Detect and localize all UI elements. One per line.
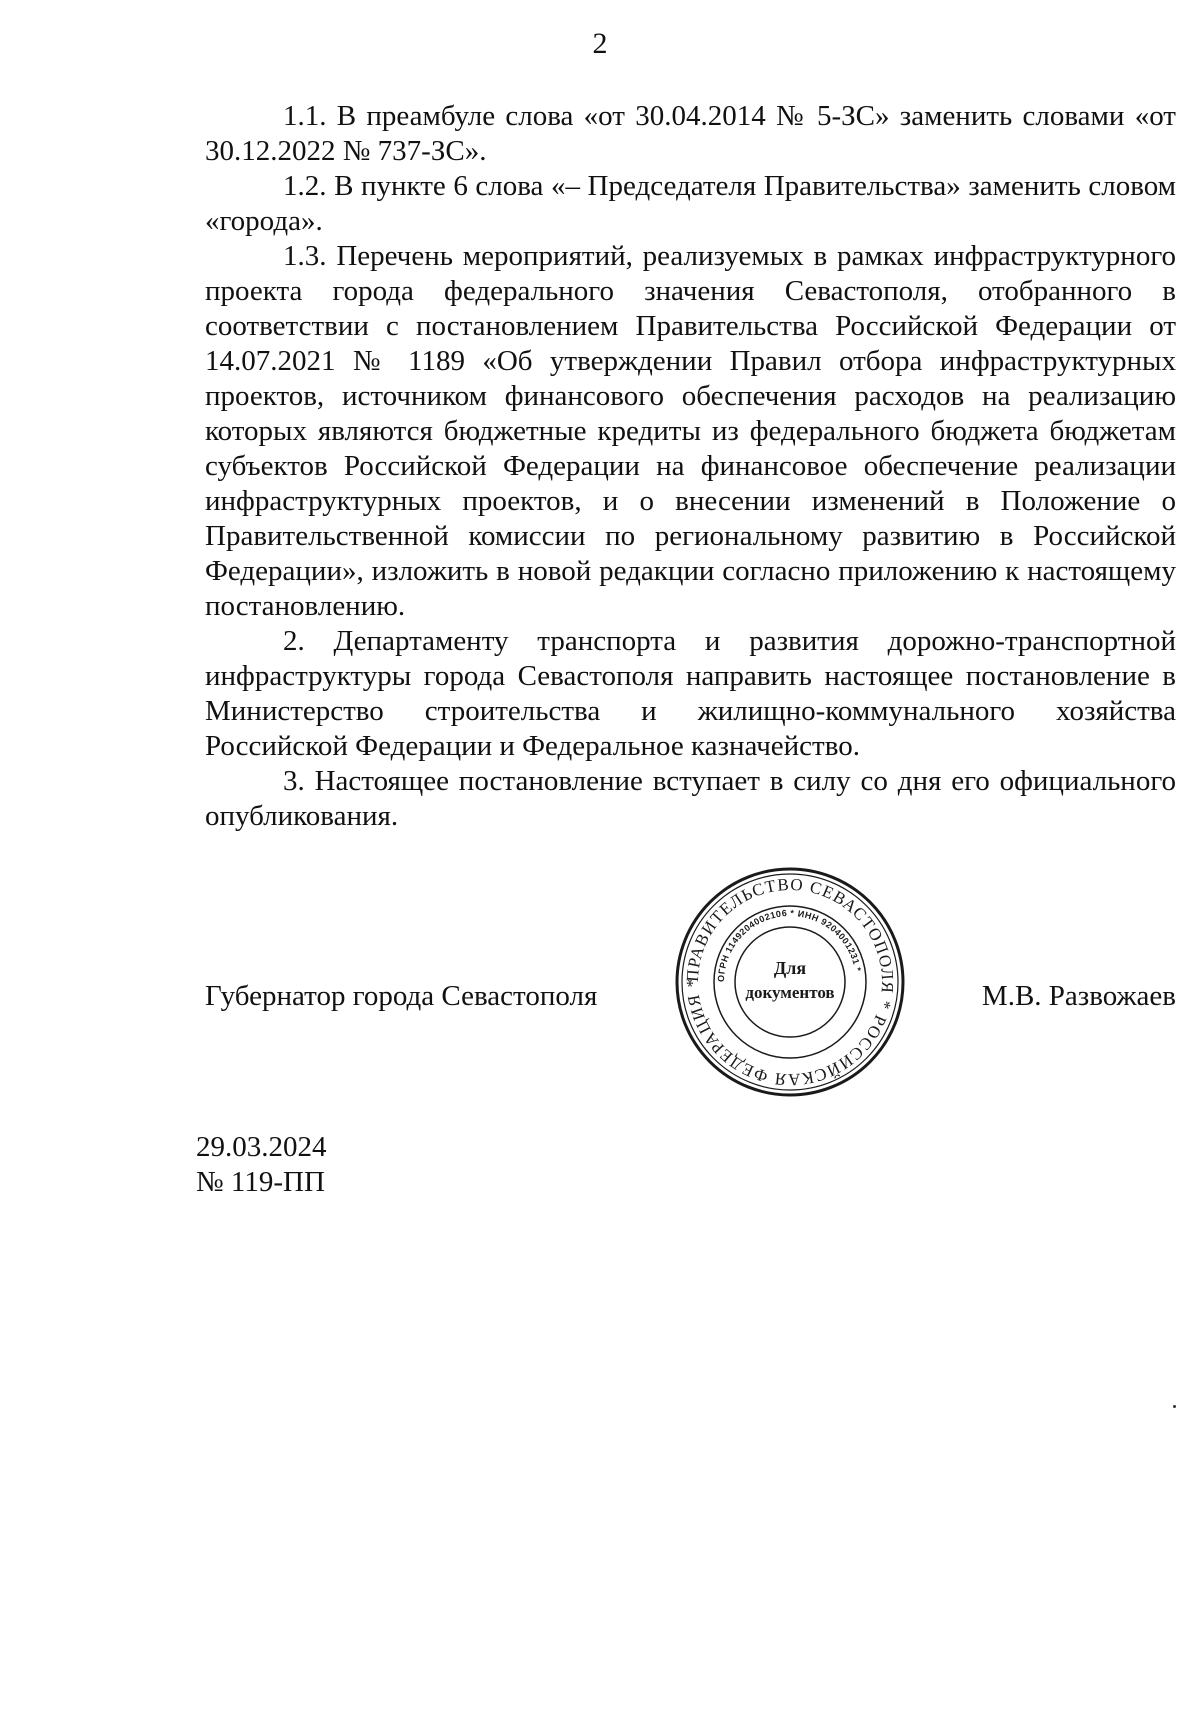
document-date: 29.03.2024: [196, 1131, 327, 1163]
document-body: [205, 99, 1176, 834]
document-number: № 119-ПП: [196, 1166, 325, 1198]
document-requisites: [196, 1130, 327, 1200]
seal-center-line-1: Для: [773, 958, 807, 978]
scan-speck: [1173, 1405, 1176, 1408]
signatory-title: Губернатор города Севастополя: [205, 980, 598, 1012]
page-number: 2: [592, 27, 608, 60]
paragraph-1-1: 1.1. В преамбуле слова «от 30.04.2014 № 5-ЗС» заменить словами «от 30.12.2022 № 737-ЗС».: [205, 100, 1176, 167]
paragraph-2: 2. Департаменту транспорта и развития дорожно-транспортной инфраструктуры города Севастополя направить настоящее постановление в Министерство строительства и жилищно-коммунального хозяйства Российской Федерации и Федеральное казначейство.: [205, 625, 1176, 762]
seal-inner-text: ОГРН 1149204002106 * ИНН 9204001231 *: [715, 907, 864, 983]
signatory-name: М.В. Развожаев: [981, 980, 1176, 1012]
official-seal: [670, 862, 910, 1102]
paragraph-1-3: 1.3. Перечень мероприятий, реализуемых в рамках инфраструктурного проекта города федерального значения Севастополя, отобранного в соответствии с постановлением Правительства Российской Федерации от 14.07.2021 № 1189 «Об утверждении Правил отбора инфраструктурных проектов, источником финансового обеспечения расходов на реализацию которых являются бюджетные кредиты из федерального бюджета бюджетам субъектов Российской Федерации на финансовое обеспечение реализации инфраструктурных проектов, и о внесении изменений в Положение о Правительственной комиссии по региональному развитию в Российской Федерации», изложить в новой редакции согласно приложению к настоящему постановлению.: [205, 240, 1176, 622]
seal-outer-text: ПРАВИТЕЛЬСТВО СЕВАСТОПОЛЯ * РОССИЙСКАЯ ФЕДЕРАЦИЯ *: [682, 874, 898, 1090]
paragraph-3: 3. Настоящее постановление вступает в силу со дня его официального опубликования.: [205, 765, 1176, 832]
paragraph-1-2: 1.2. В пункте 6 слова «– Председателя Правительства» заменить словом «города».: [205, 170, 1176, 237]
seal-center-line-2: документов: [745, 983, 835, 1002]
